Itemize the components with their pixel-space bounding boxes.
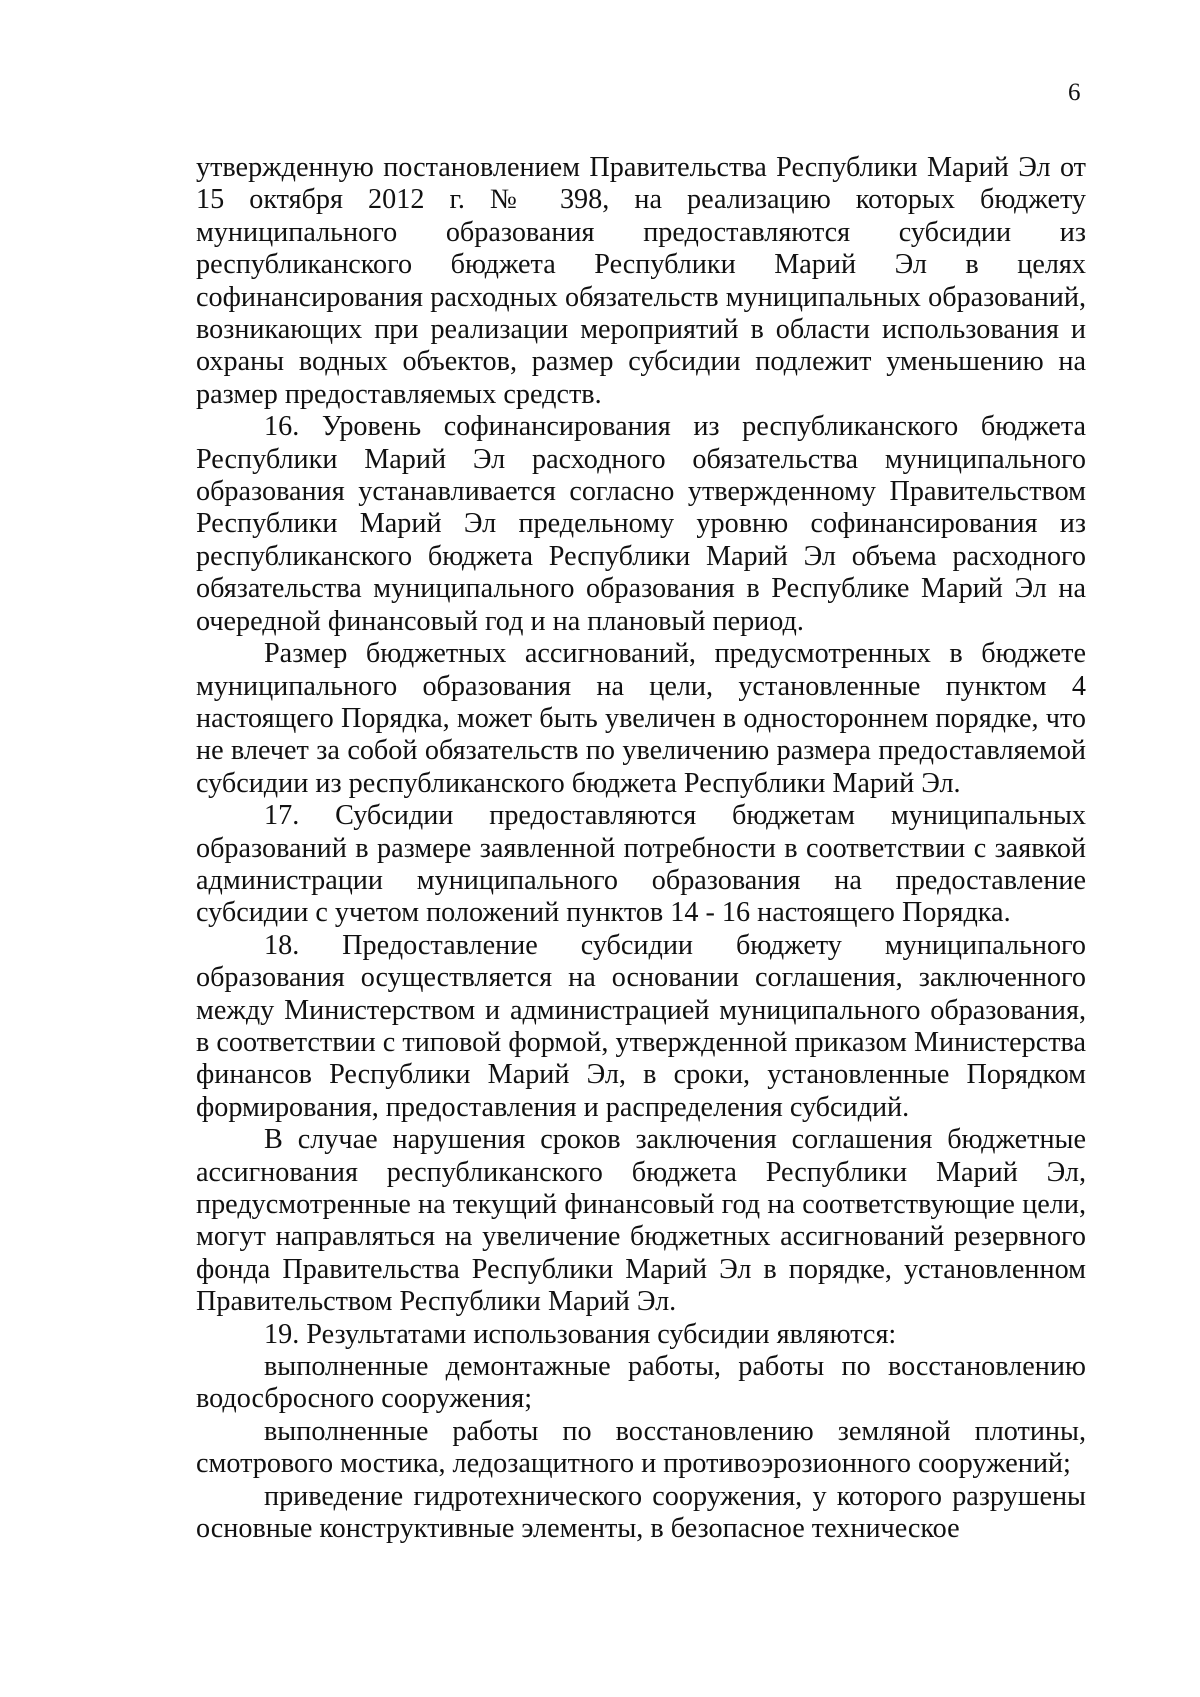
paragraph-continuation: утвержденную постановлением Правительства Республики Марий Эл от 15 октября 2012 г. № 398, на реализацию которых бюджету муниципального образования предоставляются субсидии из республиканского бюджета Республики Марий Эл в целях софинансирования расходных обязательств муниципальных образований, возникающих при реализации мероприятий в области использования и охраны водных объектов, размер субсидии подлежит уменьшению на размер предоставляемых средств. (196, 152, 1086, 410)
paragraph-budget-allocations: Размер бюджетных ассигнований, предусмотренных в бюджете муниципального образования на цели, установленные пунктом 4 настоящего Порядка, может быть увеличен в одностороннем порядке, что не влечет за собой обязательств по увеличению размера предоставляемой субсидии из республиканского бюджета Республики Марий Эл. (196, 638, 1086, 799)
paragraph-17: 17. Субсидии предоставляются бюджетам муниципальных образований в размере заявленной потребности в соответствии с заявкой администрации муниципального образования на предоставление субсидии с учетом положений пунктов 14 - 16 настоящего Порядка. (196, 800, 1086, 929)
paragraph-19: 19. Результатами использования субсидии являются: (264, 1318, 897, 1350)
paragraph-18: 18. Предоставление субсидии бюджету муниципального образования осуществляется на основании соглашения, заключенного между Министерством и администрацией муниципального образования, в соответствии с типовой формой, утвержденной приказом Министерства финансов Республики Марий Эл, в сроки, установленные Порядком формирования, предоставления и распределения субсидий. (196, 929, 1086, 1123)
paragraph-result-safe-condition: приведение гидротехнического сооружения, у которого разрушены основные конструктивные элементы, в безопасное техническое (196, 1480, 1086, 1545)
document-body (196, 152, 1086, 1545)
paragraph-result-dam-restoration: выполненные работы по восстановлению земляной плотины, смотрового мостика, ледозащитного и противоэрозионного сооружений; (196, 1415, 1086, 1480)
page-number: 6 (1068, 79, 1081, 106)
paragraph-agreement-violation: В случае нарушения сроков заключения соглашения бюджетные ассигнования республиканского бюджета Республики Марий Эл, предусмотренные на текущий финансовый год на соответствующие цели, могут направляться на увеличение бюджетных ассигнований резервного фонда Правительства Республики Марий Эл в порядке, установленном Правительством Республики Марий Эл. (196, 1124, 1086, 1318)
paragraph-16: 16. Уровень софинансирования из республиканского бюджета Республики Марий Эл расходного обязательства муниципального образования устанавливается согласно утвержденному Правительством Республики Марий Эл предельному уровню софинансирования из республиканского бюджета Республики Марий Эл объема расходного обязательства муниципального образования в Республике Марий Эл на очередной финансовый год и на плановый период. (196, 411, 1086, 637)
paragraph-result-dismantling: выполненные демонтажные работы, работы по восстановлению водосбросного сооружения; (196, 1351, 1086, 1415)
